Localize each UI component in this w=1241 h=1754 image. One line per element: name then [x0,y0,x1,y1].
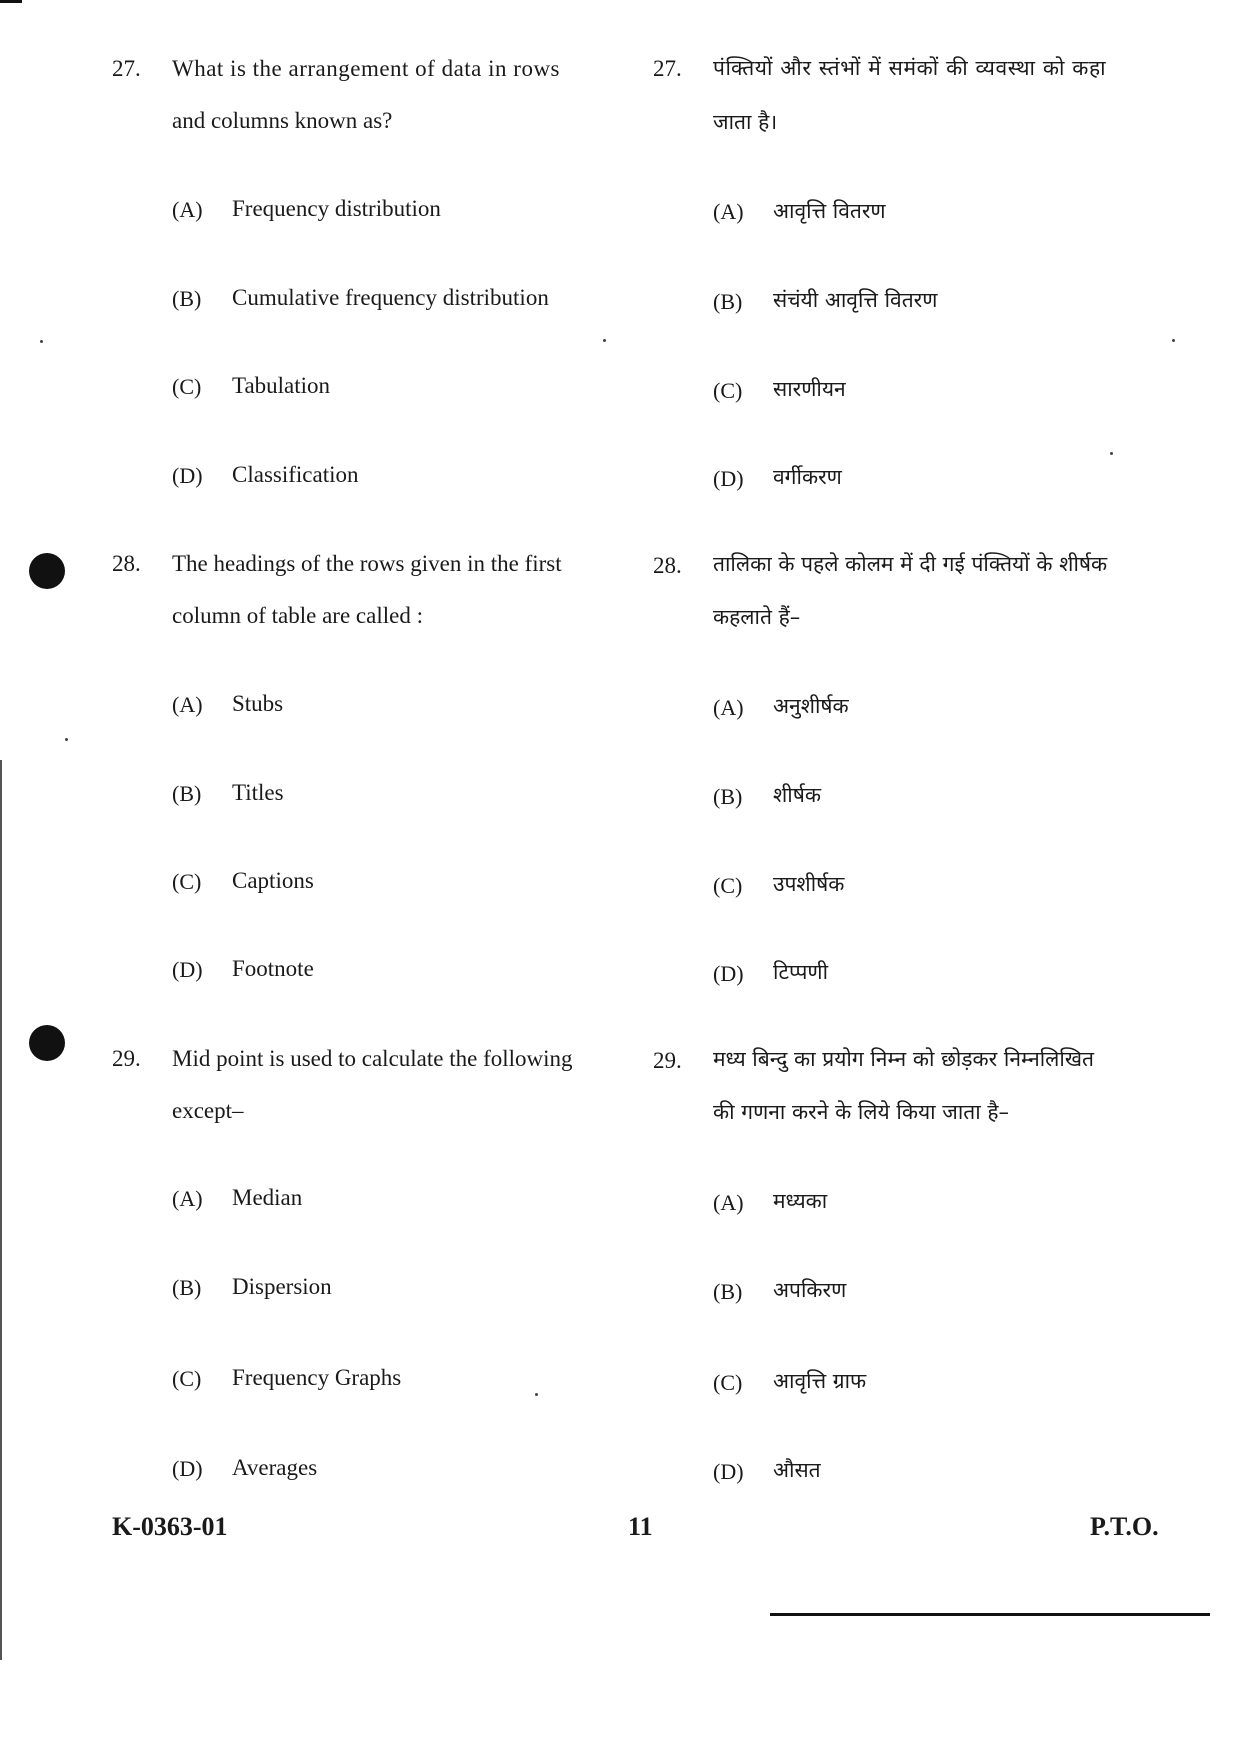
q29-hi-option-c-text: आवृत्ति ग्राफ [773,1369,867,1393]
q27-hi-number: 27. [653,56,682,81]
q29-hi-number: 29. [653,1048,682,1073]
q28-hi-option-c-text: उपशीर्षक [773,872,845,896]
page-number: 11 [628,1512,653,1541]
top-scan-mark [0,0,22,3]
q29-hi-option-b-text: अपकिरण [773,1278,847,1302]
q29-option-d-text: Averages [232,1455,318,1480]
q29-hi-text-line1: मध्य बिन्दु का प्रयोग निम्न को छोड़कर निम्नलिखित [713,1047,1094,1071]
q28-hi-option-c-label: (C) [713,873,743,898]
left-edge-shadow [0,760,2,1660]
q28-hi-option-a-text: अनुशीर्षक [773,694,849,718]
q28-text-line1: The headings of the rows given in the first [172,551,562,576]
q27-hi-option-b-label: (B) [713,289,743,314]
q28-option-d-label: (D) [172,957,203,982]
q28-hi-text-line2: कहलाते हैं– [713,605,801,629]
q27-number: 27. [112,56,141,81]
q28-hi-number: 28. [653,553,682,578]
q28-option-b-text: Titles [232,780,284,805]
q27-text-line1: What is the arrangement of data in rows [172,56,561,81]
q28-text-line2: column of table are called : [172,603,423,628]
q29-hi-text-line2: की गणना करने के लिये किया जाता है– [713,1100,1010,1124]
q29-option-a-text: Median [232,1185,303,1210]
q28-option-a-text: Stubs [232,691,284,716]
q28-option-b-label: (B) [172,781,202,806]
bottom-right-rule [770,1613,1210,1616]
q27-hi-option-c-label: (C) [713,378,743,403]
q27-hi-option-a-text: आवृत्ति वितरण [773,199,886,223]
q27-hi-option-d-label: (D) [713,466,744,491]
q28-hi-option-b-label: (B) [713,784,743,809]
q27-option-b-label: (B) [172,286,202,311]
punch-hole-1 [29,553,65,589]
q28-option-c-text: Captions [232,868,314,893]
q28-number: 28. [112,551,141,576]
q27-option-a-text: Frequency distribution [232,196,441,221]
q27-option-d-label: (D) [172,463,203,488]
q29-number: 29. [112,1046,141,1071]
q28-hi-option-a-label: (A) [713,695,744,720]
q29-option-c-label: (C) [172,1366,202,1391]
q27-hi-option-b-text: संचंयी आवृत्ति वितरण [773,288,938,312]
q27-option-a-label: (A) [172,197,203,222]
q29-text-line2: except– [172,1098,244,1123]
q29-hi-option-d-label: (D) [713,1459,744,1484]
q28-hi-option-b-text: शीर्षक [773,783,821,807]
q29-hi-option-b-label: (B) [713,1279,743,1304]
q27-option-c-text: Tabulation [232,373,331,398]
q27-option-c-label: (C) [172,374,202,399]
q29-text-line1: Mid point is used to calculate the following [172,1046,573,1071]
q28-hi-option-d-text: टिप्पणी [773,960,829,984]
q29-option-b-label: (B) [172,1275,202,1300]
q28-hi-option-d-label: (D) [713,961,744,986]
q27-hi-option-c-text: सारणीयन [773,377,846,401]
q27-option-d-text: Classification [232,462,359,487]
q29-hi-option-a-text: मध्यका [773,1189,828,1213]
pto-label: P.T.O. [1090,1512,1159,1541]
speck [40,340,43,343]
q27-hi-option-a-label: (A) [713,199,744,224]
q28-option-c-label: (C) [172,869,202,894]
q27-hi-text-line2: जाता है। [713,110,778,134]
paper-code: K-0363-01 [112,1512,228,1541]
speck [65,738,68,741]
q29-option-d-label: (D) [172,1456,203,1481]
q29-option-a-label: (A) [172,1186,203,1211]
q27-hi-text-line1: पंक्तियों और स्तंभों में समंकों की व्यवस्था को कहा [713,56,1107,80]
speck [1110,452,1113,455]
speck [1172,339,1175,342]
q28-hi-text-line1: तालिका के पहले कोलम में दी गई पंक्तियों के शीर्षक [713,552,1108,576]
q29-hi-option-c-label: (C) [713,1370,743,1395]
q29-option-b-text: Dispersion [232,1274,332,1299]
q27-text-line2: and columns known as? [172,108,393,133]
q29-option-c-text: Frequency Graphs [232,1365,402,1390]
speck [535,1393,538,1396]
q29-hi-option-a-label: (A) [713,1190,744,1215]
speck [603,339,606,342]
q28-option-a-label: (A) [172,692,203,717]
q27-hi-option-d-text: वर्गीकरण [773,465,842,489]
q27-option-b-text: Cumulative frequency distribution [232,285,549,310]
q29-hi-option-d-text: औसत [773,1458,821,1482]
q28-option-d-text: Footnote [232,956,314,981]
punch-hole-2 [29,1025,65,1061]
